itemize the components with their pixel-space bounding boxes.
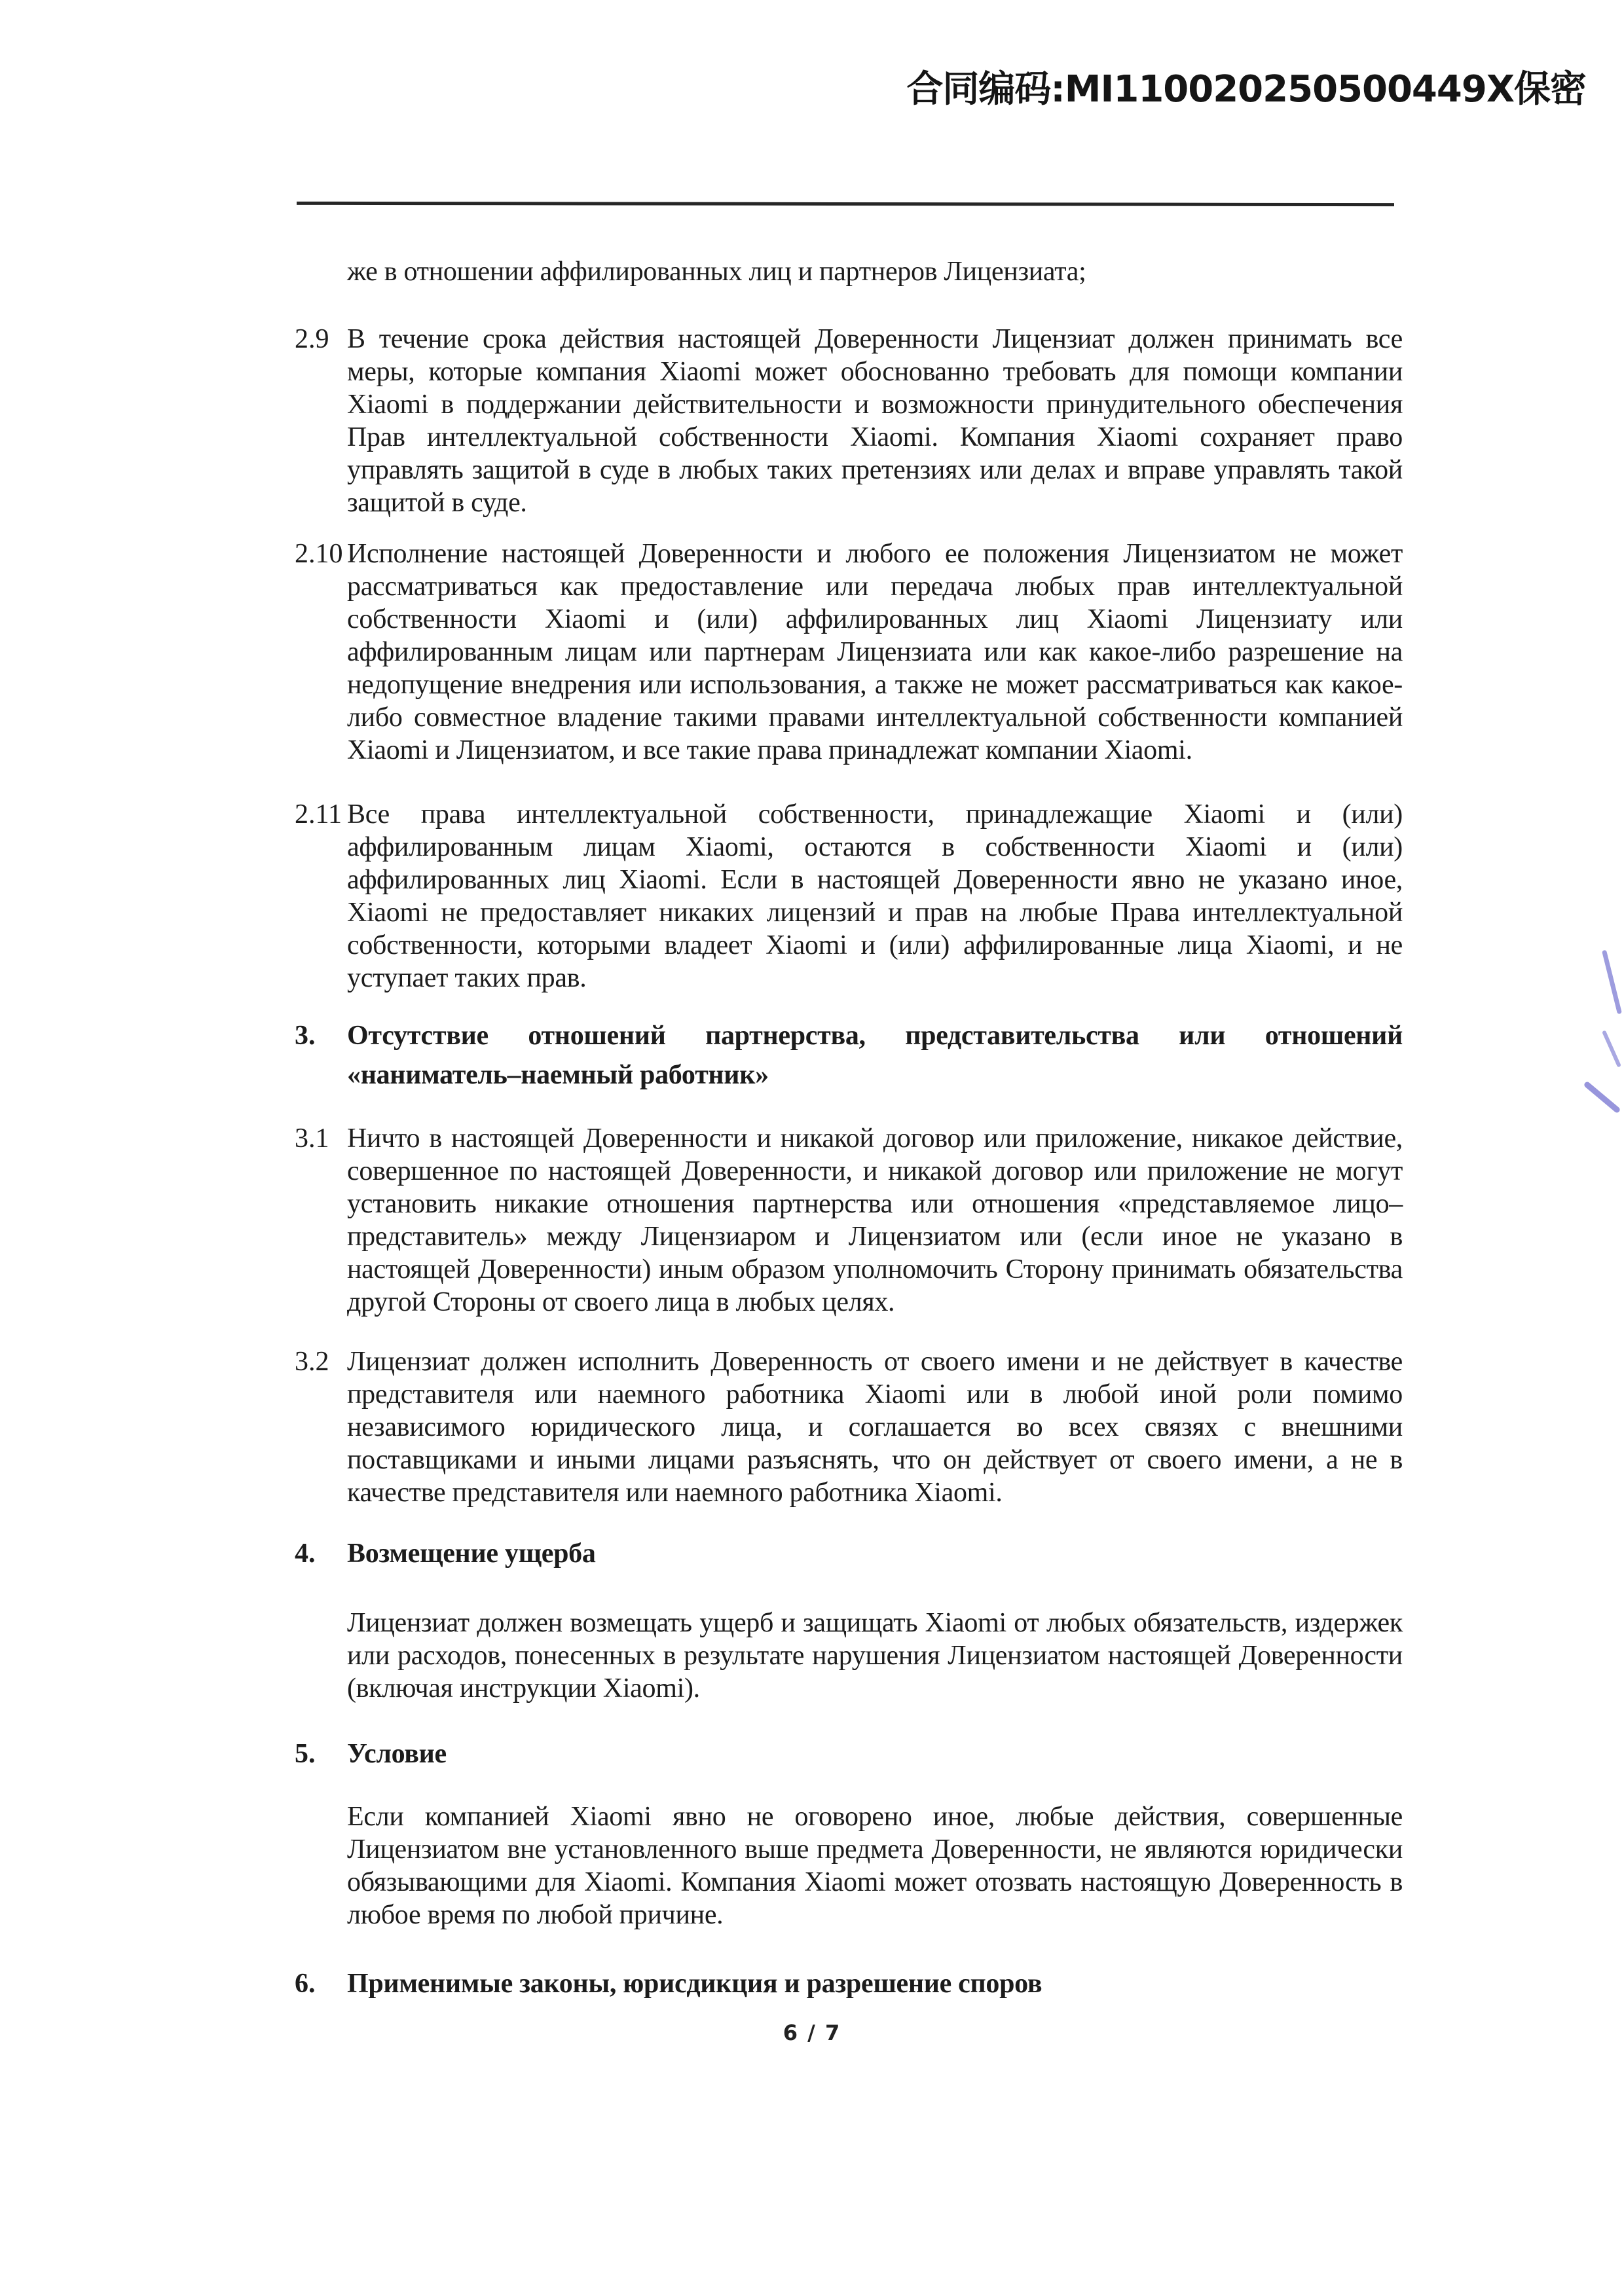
section-heading: [295, 1734, 1403, 1774]
clause-number: 3.2: [295, 1347, 329, 1377]
paragraph-text: Лицензиат должен исполнить Доверенность от своего имени и не действует в качестве представителя или наемного работника Xiaomi или в любой иной роли помимо независимого юридического лица, и соглашается во всех связях с внешними поставщиками и иными лицами разъяснять, что он действует от своего имени, а не в качестве представителя или наемного работника Xiaomi.: [347, 1347, 1403, 1508]
heading-text: Применимые законы, юрисдикция и разрешение споров: [347, 1969, 1043, 1999]
body-paragraph: [295, 1800, 1403, 1931]
heading-number: 6.: [295, 1969, 316, 1999]
section-heading: [295, 1964, 1403, 2003]
heading-text: Возмещение ущерба: [347, 1539, 596, 1569]
ink-mark-1: [1602, 950, 1622, 1015]
document-content: [295, 0, 1403, 2003]
clause: [295, 1122, 1403, 1319]
paragraph-text: В течение срока действия настоящей Доверенности Лицензиат должен принимать все меры, которые компания Xiaomi может обоснованно требовать для помощи компании Xiaomi в поддержании действительности и возможности принудительного обеспечения Прав интеллектуальной собственности Xiaomi. Компания Xiaomi сохраняет право управлять защитой в суде в любых таких претензиях или делах и вправе управлять такой защитой в суде.: [347, 324, 1403, 518]
paragraph-text: Исполнение настоящей Доверенности и любого ее положения Лицензиатом не может рассматриваться как предоставление или передача любых прав интеллектуальной собственности Xiaomi и (или) аффилированных лиц Xiaomi Лицензиату или аффилированным лицам или партнерам Лицензиата или как какое-либо разрешение на недопущение внедрения или использования, а также не может рассматриваться как какое-либо совместное владение такими правами интеллектуальной собственности компанией Xiaomi и Лицензиатом, и все такие права принадлежат компании Xiaomi.: [347, 539, 1403, 765]
paragraph-text: Лицензиат должен возмещать ущерб и защищать Xiaomi от любых обязательств, издержек или расходов, понесенных в результате нарушения Лицензиатом настоящей Доверенности (включая инструкции Xiaomi).: [347, 1608, 1403, 1704]
clause: [295, 538, 1403, 767]
clause: [295, 1345, 1403, 1509]
heading-number: 4.: [295, 1539, 316, 1569]
section-heading: [295, 1016, 1403, 1095]
heading-text: Условие: [347, 1739, 447, 1769]
clause-number: 2.10: [295, 539, 343, 569]
clause: [295, 798, 1403, 994]
heading-number: 5.: [295, 1739, 316, 1769]
paragraph-text: Ничто в настоящей Доверенности и никакой договор или приложение, никакое действие, совершенное по настоящей Доверенности, и никакой договор или приложение не могут установить никакие отношения партнерства или отношения «представляемое лицо–представитель» между Лицензиаром и Лицензиатом или (если иное не указано в настоящей Доверенности) иным образом уполномочить Сторону принимать обязательства другой Стороны от своего лица в любых целях.: [347, 1123, 1403, 1317]
clause: [295, 323, 1403, 519]
ink-mark-3: [1583, 1081, 1621, 1114]
contract-code-header: 合同编码:MI110020250500449X保密: [906, 68, 1586, 111]
heading-text: Отсутствие отношений партнерства, представительства или отношений «наниматель–наемный работник»: [347, 1021, 1403, 1090]
ink-mark-2: [1602, 1030, 1621, 1067]
section-heading: [295, 1534, 1403, 1573]
clause-number: 2.11: [295, 799, 342, 829]
continuation-line: [295, 255, 1403, 288]
paragraph-text: Все права интеллектуальной собственности, принадлежащие Xiaomi и (или) аффилированным лицам Xiaomi, остаются в собственности Xiaomi и (или) аффилированных лиц Xiaomi. Если в настоящей Доверенности явно не указано иное, Xiaomi не предоставляет никаких лицензий и прав на любые Права интеллектуальной собственности, которыми владеет Xiaomi и (или) аффилированные лица Xiaomi, и не уступает таких прав.: [347, 799, 1403, 993]
page-number: 6 / 7: [783, 2020, 841, 2045]
clause-number: 2.9: [295, 324, 329, 354]
clause-number: 3.1: [295, 1123, 329, 1154]
body-paragraph: [295, 1607, 1403, 1705]
paragraph-text: же в отношении аффилированных лиц и партнеров Лицензиата;: [347, 257, 1086, 287]
paragraph-text: Если компанией Xiaomi явно не оговорено иное, любые действия, совершенные Лицензиатом вне установленного выше предмета Доверенности, не являются юридически обязывающими для Xiaomi. Компания Xiaomi может отозвать настоящую Доверенность в любое время по любой причине.: [347, 1802, 1403, 1930]
heading-number: 3.: [295, 1021, 316, 1051]
